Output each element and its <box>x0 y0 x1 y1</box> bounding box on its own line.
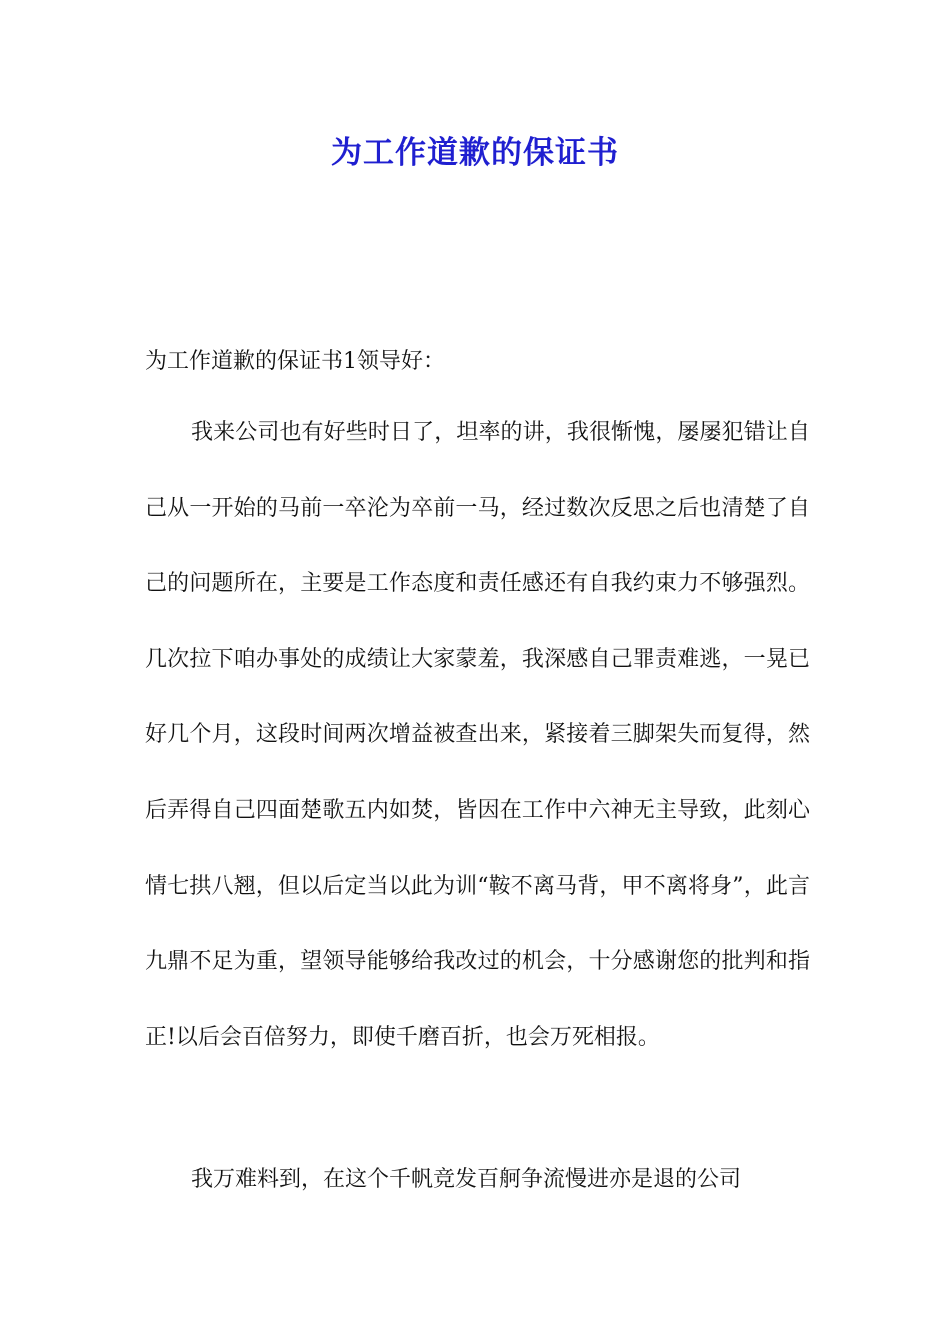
paragraph-1: 我来公司也有好些时日了，坦率的讲，我很惭愧，屡屡犯错让自己从一开始的马前一卒沦为卒前一马，经过数次反思之后也清楚了自己的问题所在，主要是工作态度和责任感还有自我约束力不够强烈。几次拉下咱办事处的成绩让大家蒙羞，我深感自己罪责难逃，一晃已好几个月，这段时间两次增益被查出来，紧接着三脚架失而复得，然后弄得自己四面楚歌五内如焚，皆因在工作中六神无主导致，此刻心情七拱八翘，但以后定当以此为训“鞍不离马背，甲不离将身”，此言九鼎不足为重，望领导能够给我改过的机会，十分感谢您的批判和指正!以后会百倍努力，即使千磨百折，也会万死相报。 <box>145 420 810 1050</box>
document-title: 为工作道歉的保证书 <box>331 135 619 171</box>
greeting-line: 为工作道歉的保证书1领导好： <box>145 349 445 374</box>
paragraph-2: 我万难料到，在这个千帆竞发百舸争流慢进亦是退的公司 <box>191 1167 742 1192</box>
